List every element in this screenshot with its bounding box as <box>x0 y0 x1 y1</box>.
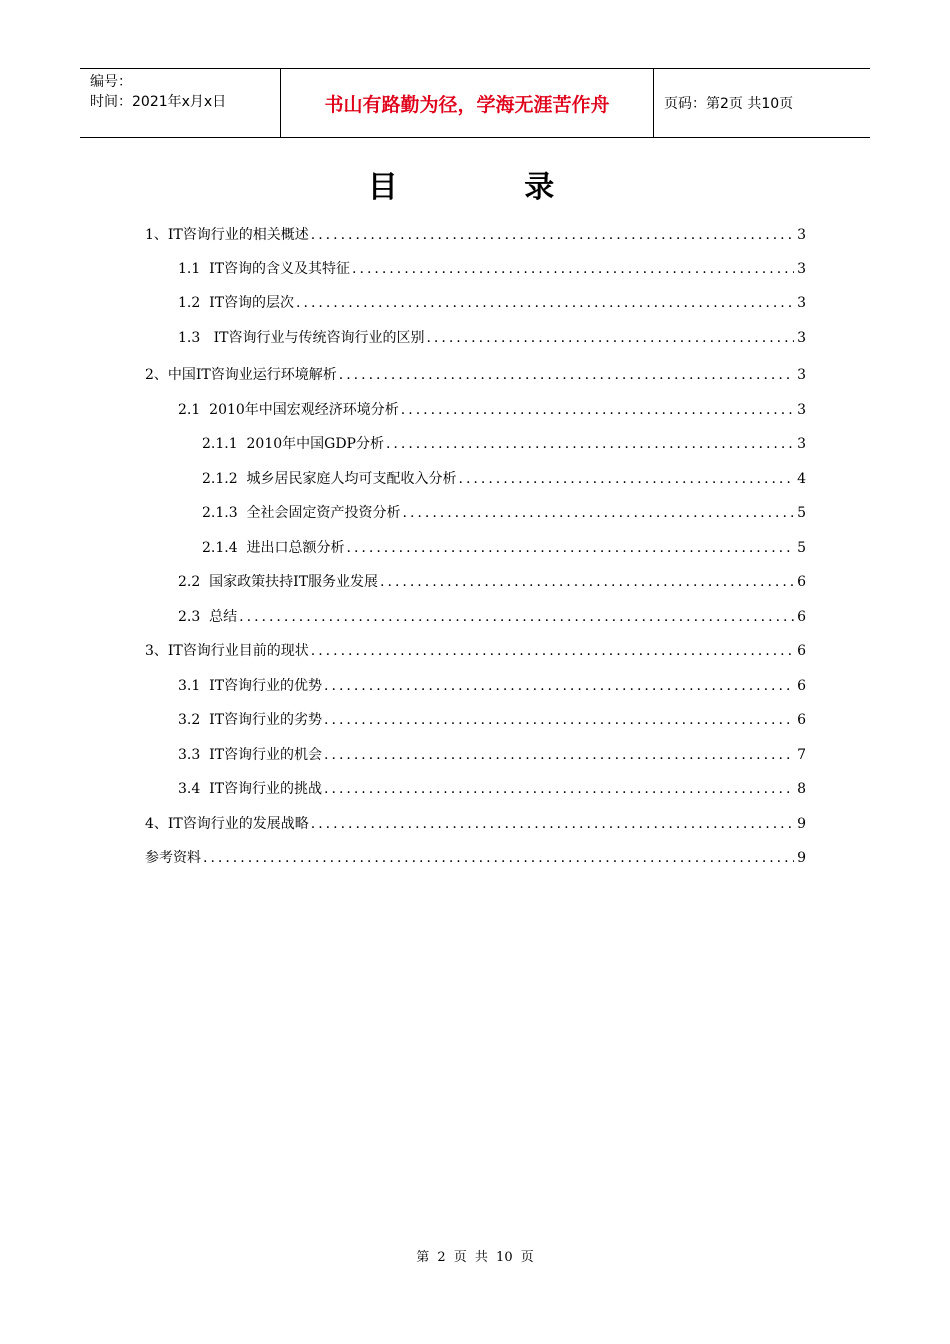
toc-leader-dots <box>324 747 794 763</box>
toc-entry[interactable] <box>178 292 806 314</box>
toc-entry[interactable] <box>202 537 806 559</box>
toc-entry-page: 8 <box>797 781 806 797</box>
toc-leader-dots <box>296 295 794 311</box>
toc-leader-dots <box>403 505 794 521</box>
toc-entry-label: 2.3 总结 <box>178 609 238 625</box>
toc-entry-page: 3 <box>797 436 806 452</box>
page-footer: 第 2 页 共 10 页 <box>416 1250 534 1265</box>
toc-entry[interactable] <box>178 399 806 421</box>
toc-entry-page: 5 <box>797 540 806 556</box>
toc-entry[interactable] <box>178 709 806 731</box>
toc-leader-dots <box>386 436 794 452</box>
toc-leader-dots <box>324 678 794 694</box>
toc-entry-label: 3、IT咨询行业目前的现状 <box>145 643 309 659</box>
toc-entry-label: 2、中国IT咨询业运行环境解析 <box>145 367 337 383</box>
header-motto: 书山有路勤为径，学海无涯苦作舟 <box>281 69 654 137</box>
toc-entry-label: 3.1 IT咨询行业的优势 <box>178 678 323 694</box>
toc-entry[interactable] <box>178 327 806 349</box>
toc-entry-label: 1.2 IT咨询的层次 <box>178 295 295 311</box>
toc-entry[interactable] <box>202 502 806 524</box>
toc-entry-page: 6 <box>797 678 806 694</box>
toc-entry-page: 6 <box>797 712 806 728</box>
toc-leader-dots <box>239 609 794 625</box>
toc-entry-page: 3 <box>797 402 806 418</box>
toc-leader-dots <box>324 712 794 728</box>
toc-entry[interactable] <box>145 640 806 662</box>
toc-entry-label: 1.1 IT咨询的含义及其特征 <box>178 261 351 277</box>
toc-entry[interactable] <box>202 433 806 455</box>
toc-entry[interactable] <box>145 813 806 835</box>
toc-entry-page: 7 <box>797 747 806 763</box>
header-page-info: 页码：第2页 共10页 <box>664 96 794 112</box>
toc-entry-label: 1.3 IT咨询行业与传统咨询行业的区别 <box>178 330 425 346</box>
toc-leader-dots <box>339 367 794 383</box>
toc-entry-label: 3.2 IT咨询行业的劣势 <box>178 712 323 728</box>
toc-entry-page: 6 <box>797 574 806 590</box>
toc-title: 目 录 <box>367 170 613 205</box>
toc-entry[interactable] <box>202 468 806 490</box>
toc-leader-dots <box>311 816 794 832</box>
date-label: 时间：2021年x月x日 <box>90 94 227 110</box>
toc-entry[interactable] <box>178 258 806 280</box>
toc-leader-dots <box>426 330 794 346</box>
toc-entry[interactable] <box>178 675 806 697</box>
toc-entry-page: 3 <box>797 330 806 346</box>
toc-entry-label: 2.1.2 城乡居民家庭人均可支配收入分析 <box>202 471 457 487</box>
toc-leader-dots <box>352 261 794 277</box>
toc-leader-dots <box>203 850 794 866</box>
toc-leader-dots <box>401 402 794 418</box>
toc-leader-dots <box>347 540 794 556</box>
toc-entry-label: 3.4 IT咨询行业的挑战 <box>178 781 323 797</box>
toc-entry[interactable] <box>178 571 806 593</box>
toc-entry-page: 9 <box>797 850 806 866</box>
toc-leader-dots <box>380 574 794 590</box>
toc-entry[interactable] <box>178 778 806 800</box>
toc-entry[interactable] <box>178 744 806 766</box>
toc-leader-dots <box>311 643 794 659</box>
toc-entry-label: 2.1.3 全社会固定资产投资分析 <box>202 505 401 521</box>
toc-entry[interactable] <box>178 606 806 628</box>
toc-entry-label: 2.1.1 2010年中国GDP分析 <box>202 436 384 452</box>
toc-entry-page: 3 <box>797 227 806 243</box>
toc-entry-label: 3.3 IT咨询行业的机会 <box>178 747 323 763</box>
toc-entry-label: 参考资料 <box>145 850 201 866</box>
toc-leader-dots <box>311 227 794 243</box>
toc-entry-page: 5 <box>797 505 806 521</box>
toc-entry-label: 2.1 2010年中国宏观经济环境分析 <box>178 402 399 418</box>
toc-leader-dots <box>459 471 794 487</box>
toc-entry[interactable] <box>145 224 806 246</box>
toc-entry[interactable] <box>145 847 806 869</box>
document-header <box>80 68 870 138</box>
toc-entry-page: 3 <box>797 367 806 383</box>
toc-entry-label: 4、IT咨询行业的发展战略 <box>145 816 309 832</box>
toc-entry-page: 6 <box>797 643 806 659</box>
header-meta <box>80 69 281 137</box>
toc-entry-label: 1、IT咨询行业的相关概述 <box>145 227 309 243</box>
toc-leader-dots <box>324 781 794 797</box>
toc-entry-page: 3 <box>797 261 806 277</box>
toc-entry-label: 2.2 国家政策扶持IT服务业发展 <box>178 574 379 590</box>
toc-entry[interactable] <box>145 364 806 386</box>
number-label: 编号： <box>90 74 132 90</box>
toc-entry-page: 6 <box>797 609 806 625</box>
toc-entry-page: 4 <box>797 471 806 487</box>
toc-entry-page: 9 <box>797 816 806 832</box>
toc-entry-page: 3 <box>797 295 806 311</box>
toc-entry-label: 2.1.4 进出口总额分析 <box>202 540 345 556</box>
